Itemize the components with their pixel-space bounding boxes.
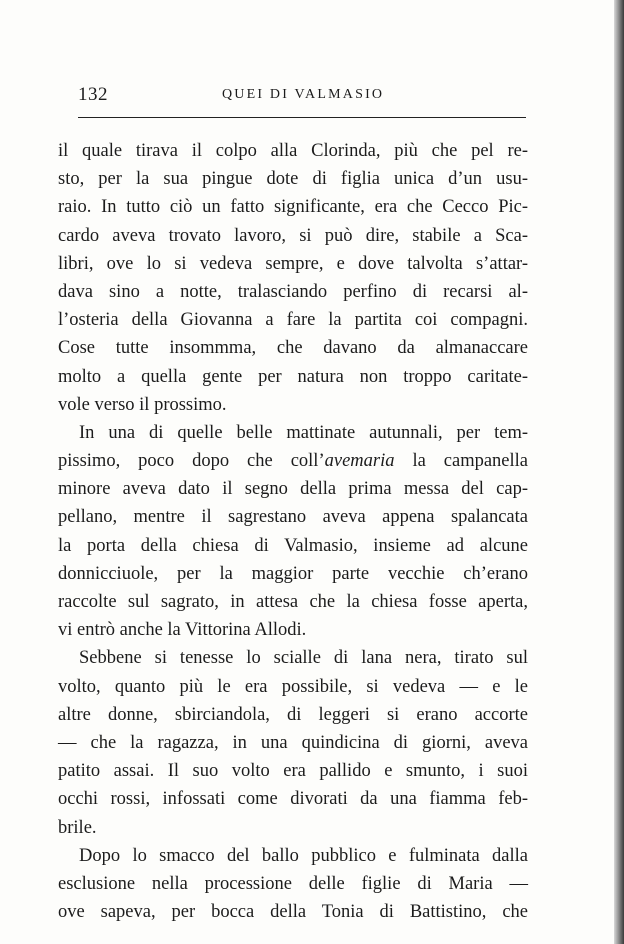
text-line: ove sapeva, per bocca della Tonia di Battistino, che [58,902,528,923]
text-line: esclusione nella processione delle figlie di Maria — [58,873,528,894]
text-line: cardo aveva trovato lavoro, si può dire, stabile a Sca- [58,225,528,246]
page-number: 132 [78,84,108,105]
text-line: pellano, mentre il sagrestano aveva appena spalancata [58,507,528,528]
text-line: donnicciuole, per la maggior parte vecchie ch’erano [58,563,528,584]
text-line: Cose tutte insommma, che davano da almanaccare [58,338,528,359]
text-line: Sebbene si tenesse lo scialle di lana nera, tirato sul [79,648,528,669]
text-line-with-italic [58,447,528,475]
header-rule [78,117,526,118]
text-line: patito assai. Il suo volto era pallido e smunto, i suoi [58,761,528,782]
text-line: — che la ragazza, in una quindicina di giorni, aveva [58,732,528,753]
text-line: altre donne, sbirciandola, di leggeri si erano accorte [58,704,528,725]
body-text [58,137,528,926]
text-line-start: pissimo, poco dopo che coll’ [58,451,325,472]
running-title: QUEI DI VALMASIO [222,87,385,102]
paragraph-4 [58,842,528,927]
text-line: raio. In tutto ciò un fatto significante, era che Cecco Pic- [58,197,528,218]
text-line: vi entrò anche la Vittorina Allodi. [58,620,307,641]
text-line: volto, quanto più le era possibile, si vedeva — e le [58,676,528,697]
text-line: minore aveva dato il segno della prima messa del cap- [58,479,528,500]
text-line: brile. [58,817,97,838]
paragraph-1 [58,137,528,419]
italic-word: avemaria [324,451,395,472]
text-line: In una di quelle belle mattinate autunnali, per tem- [79,422,528,443]
paragraph-2 [58,419,528,645]
text-line: occhi rossi, infossati come divorati da una fiamma feb- [58,789,528,810]
text-line: libri, ove lo si vedeva sempre, e dove talvolta s’attar- [58,253,528,274]
text-line-end: la campanella [394,451,528,472]
text-line: raccolte sul sagrato, in attesa che la chiesa fosse aperta, [58,592,528,612]
text-line: Dopo lo smacco del ballo pubblico e fulminata dalla [79,845,528,866]
text-line: vole verso il prossimo. [58,394,227,415]
text-line: il quale tirava il colpo alla Clorinda, più che pel re- [58,141,528,161]
running-head [78,84,526,108]
text-line: l’osteria della Giovanna a fare la partita coi compagni. [58,310,528,331]
paragraph-3 [58,644,528,841]
text-line: molto a quella gente per natura non troppo caritate- [58,366,528,387]
text-line: sto, per la sua pingue dote di figlia unica d’un usu- [58,169,528,190]
text-line: dava sino a notte, tralasciando perfino di recarsi al- [58,281,528,302]
page-edge-shadow [614,0,624,944]
text-line: la porta della chiesa di Valmasio, insieme ad alcune [58,535,528,556]
